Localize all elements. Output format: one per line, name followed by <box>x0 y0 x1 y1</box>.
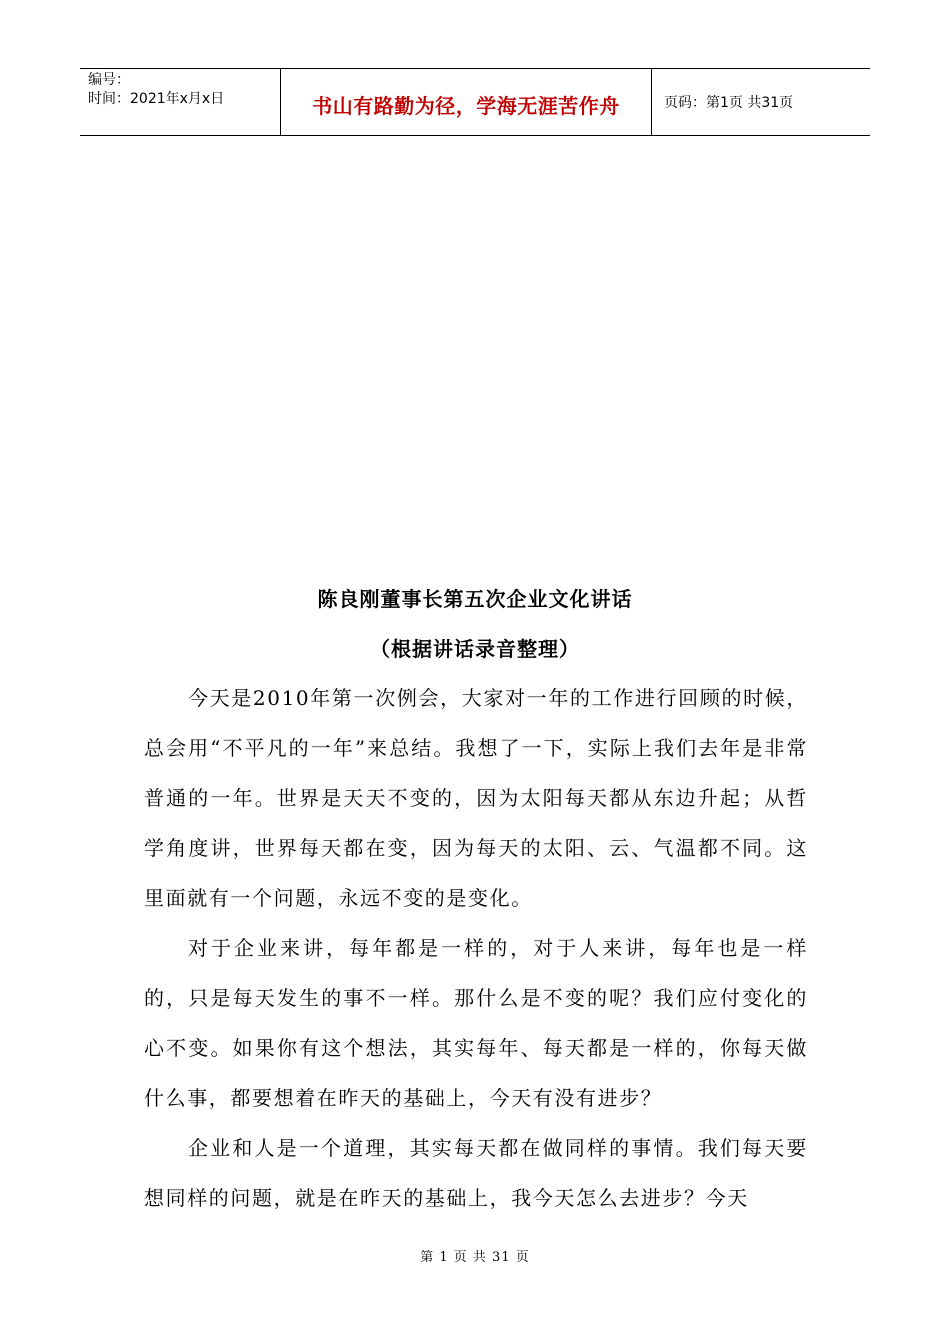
header-page-code: 页码：第1页 共31页 <box>664 95 794 111</box>
document-time-label: 时间：2021年x月x日 <box>88 91 225 107</box>
document-subtitle: （根据讲话录音整理） <box>370 637 580 661</box>
page-footer: 第 1 页 共 31 页 <box>420 1250 530 1265</box>
header-motto: 书山有路勤为径，学海无涯苦作舟 <box>312 93 620 118</box>
header-motto-cell <box>281 69 652 135</box>
document-number-label: 编号： <box>88 72 130 88</box>
document-body <box>144 673 808 1223</box>
document-title: 陈良刚董事长第五次企业文化讲话 <box>317 587 633 611</box>
header-info-cell <box>80 69 281 135</box>
body-paragraph: 今天是2010年第一次例会，大家对一年的工作进行回顾的时候，总会用“不平凡的一年”来总结。我想了一下，实际上我们去年是非常普通的一年。世界是天天不变的，因为太阳每天都从东边升起；从哲学角度讲，世界每天都在变，因为每天的太阳、云、气温都不同。这里面就有一个问题，永远不变的是变化。 <box>144 686 808 910</box>
header-page-code-cell <box>652 69 870 135</box>
header-table <box>80 68 870 136</box>
body-paragraph: 对于企业来讲，每年都是一样的，对于人来讲，每年也是一样的，只是每天发生的事不一样。那什么是不变的呢？我们应付变化的心不变。如果你有这个想法，其实每年、每天都是一样的，你每天做什么事，都要想着在昨天的基础上，今天有没有进步？ <box>144 936 808 1110</box>
body-paragraph: 企业和人是一个道理，其实每天都在做同样的事情。我们每天要想同样的问题，就是在昨天的基础上，我今天怎么去进步？今天 <box>144 1136 808 1210</box>
